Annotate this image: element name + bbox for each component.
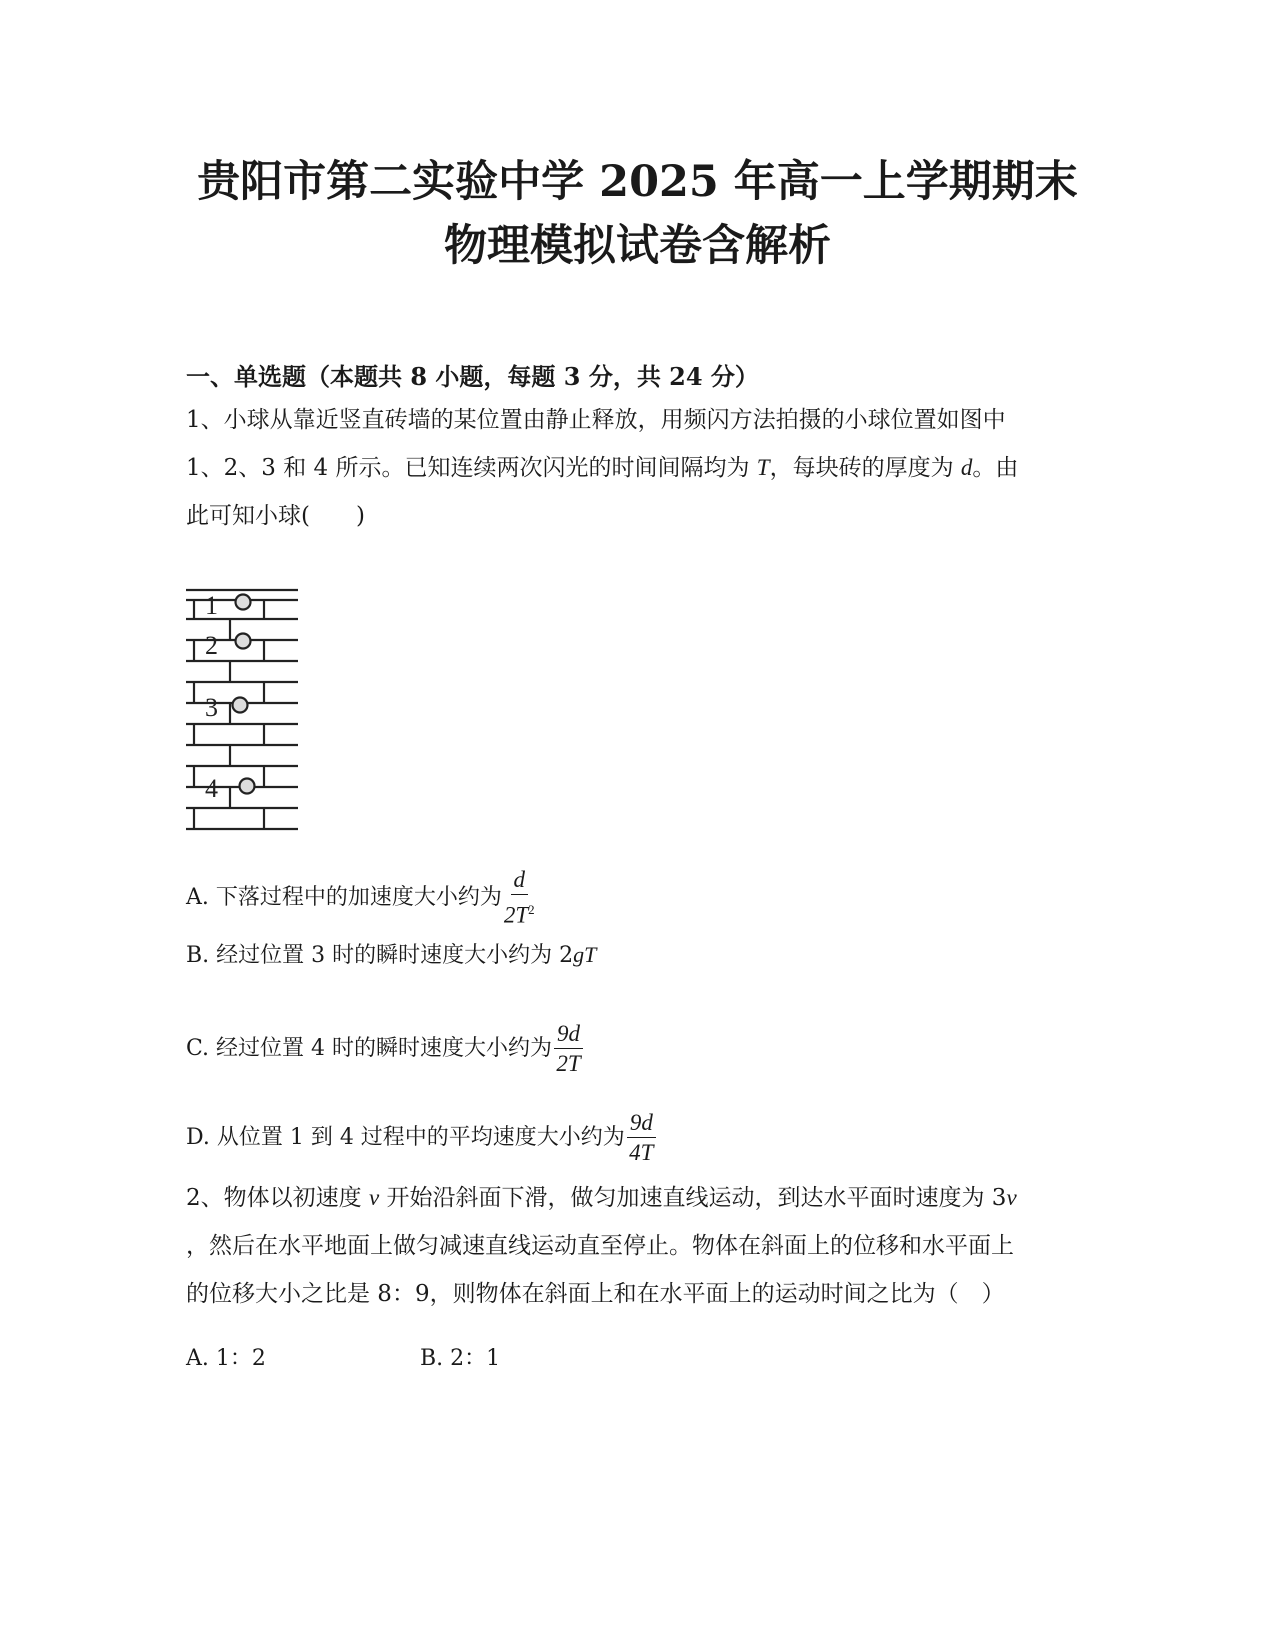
ball-position-1 bbox=[236, 595, 251, 610]
option-a-fraction bbox=[504, 868, 535, 928]
ball-position-3 bbox=[233, 698, 248, 713]
var-v: v bbox=[1006, 1185, 1017, 1210]
document-title-line1: 贵阳市第二实验中学 2025 年高一上学期期末 bbox=[197, 157, 1078, 207]
ball-position-2 bbox=[236, 634, 251, 649]
option-c-text: C. 经过位置 4 时的瞬时速度大小约为 bbox=[186, 1036, 553, 1061]
q1-stem-line1: 1、小球从靠近竖直砖墙的某位置由静止释放，用频闪方法拍摄的小球位置如图中 bbox=[186, 407, 1006, 433]
var-gT: gT bbox=[573, 942, 597, 967]
var-v: v bbox=[368, 1185, 380, 1210]
var-d: d bbox=[960, 455, 973, 480]
ball-label-4: 4 bbox=[205, 774, 218, 803]
denominator-text: 2T bbox=[503, 902, 529, 928]
fraction-numerator: 9d bbox=[554, 1022, 583, 1049]
q1-option-c[interactable] bbox=[186, 1022, 583, 1076]
q2-option-b[interactable]: B. 2：1 bbox=[420, 1346, 501, 1371]
q1-stem-line2 bbox=[186, 444, 1086, 492]
option-b-text: B. 经过位置 3 时的瞬时速度大小约为 2 bbox=[186, 943, 574, 968]
option-d-fraction bbox=[627, 1111, 656, 1165]
q2-stem-text: 2、物体以初速度 bbox=[186, 1185, 369, 1211]
option-d-text: D. 从位置 1 到 4 过程中的平均速度大小约为 bbox=[186, 1125, 625, 1150]
fraction-denominator: 2T bbox=[556, 1051, 581, 1076]
q1-option-b[interactable] bbox=[186, 940, 596, 971]
q2-stem-line1 bbox=[186, 1174, 1086, 1222]
q1-stem-text: 。由 bbox=[972, 455, 1019, 481]
q2-stem-text: 开始沿斜面下滑，做匀加速直线运动，到达水平面时速度为 3 bbox=[379, 1185, 1007, 1211]
ball-position-4 bbox=[240, 779, 255, 794]
section-heading: 一、单选题（本题共 8 小题，每题 3 分，共 24 分） bbox=[186, 362, 759, 391]
ball-label-2: 2 bbox=[205, 631, 218, 660]
var-T: T bbox=[756, 455, 770, 480]
exponent: 2 bbox=[528, 902, 535, 917]
q1-stem-text: 1、2、3 和 4 所示。已知连续两次闪光的时间间隔均为 bbox=[186, 455, 757, 481]
fraction-denominator: 4T bbox=[629, 1140, 654, 1165]
q2-stem-line3: 的位移大小之比是 8：9，则物体在斜面上和在水平面上的运动时间之比为（ ） bbox=[186, 1281, 1005, 1307]
q1-option-d[interactable] bbox=[186, 1111, 656, 1165]
q1-stem-text: ，每块砖的厚度为 bbox=[769, 455, 961, 481]
fraction-denominator bbox=[504, 895, 535, 928]
ball-label-3: 3 bbox=[205, 693, 218, 722]
option-a-text: A. 下落过程中的加速度大小约为 bbox=[186, 884, 502, 910]
q2-stem bbox=[186, 1174, 1086, 1318]
brick-wall-figure bbox=[186, 588, 316, 842]
ball-markers bbox=[233, 595, 255, 794]
q1-stem-line3: 此可知小球( ) bbox=[186, 503, 365, 529]
fraction-numerator: 9d bbox=[627, 1111, 656, 1138]
document-title-line2: 物理模拟试卷含解析 bbox=[444, 221, 831, 271]
option-c-fraction bbox=[554, 1022, 583, 1076]
ball-label-1: 1 bbox=[205, 591, 218, 620]
q1-stem bbox=[186, 396, 1086, 540]
q2-option-a[interactable]: A. 1：2 bbox=[186, 1346, 266, 1371]
fraction-numerator: d bbox=[511, 868, 529, 895]
q1-option-a[interactable] bbox=[186, 868, 535, 928]
q2-stem-line2: ，然后在水平地面上做匀减速直线运动直至停止。物体在斜面上的位移和水平面上 bbox=[186, 1233, 1014, 1259]
